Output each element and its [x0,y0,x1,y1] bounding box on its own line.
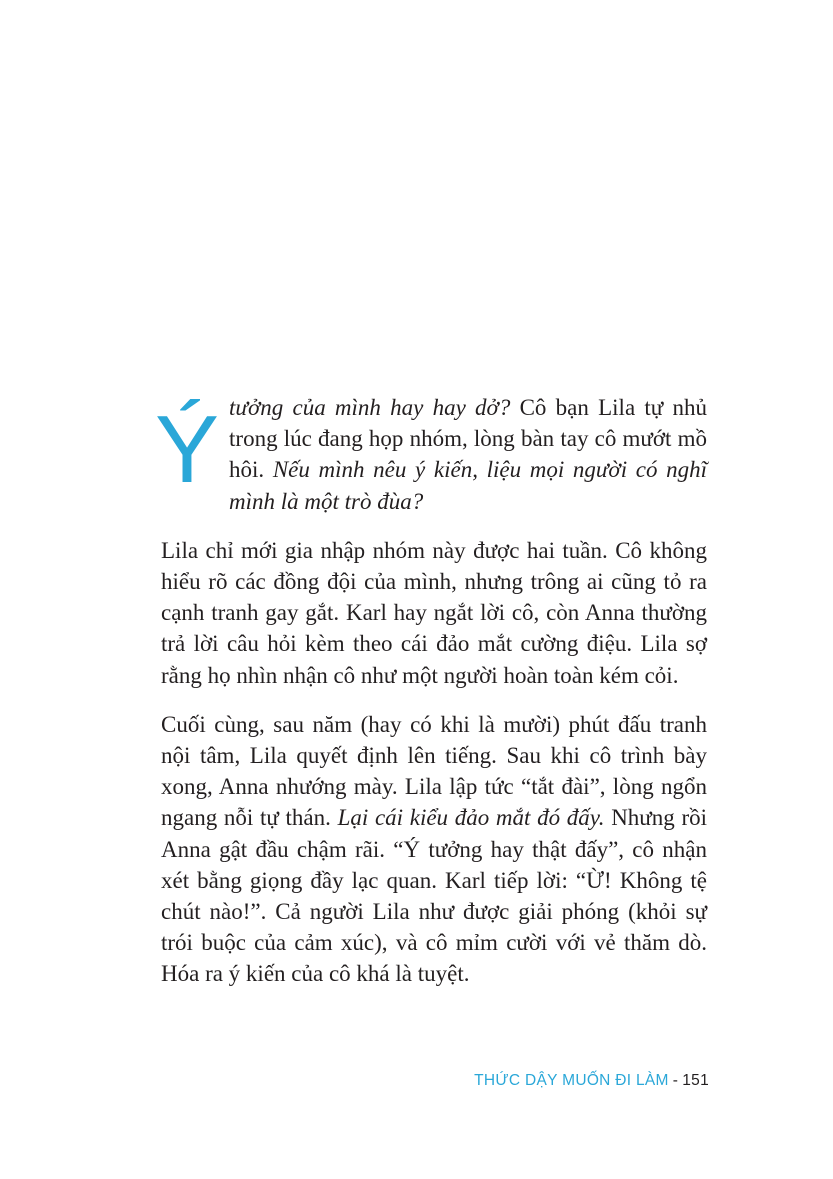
footer-separator: - [672,1072,679,1089]
opening-text: Cô bạn Lila tự nhủ trong lúc đang họp nhóm, lòng bàn tay cô mướt mồ hôi. [229,395,707,483]
page-number: 151 [682,1072,709,1089]
paragraph-3-italic: Lại cái kiểu đảo mắt đó đấy. [337,805,605,831]
paragraph-3-text-2: Nhưng rồi Anna gật đầu chậm rãi. “Ý tưởng hay thật đấy”, cô nhận xét bằng giọng đầy lạc quan. Karl tiếp lời: “Ừ! Không tệ chút nào!”. Cả người Lila như được giải phóng (khỏi sự trói buộc của cảm xúc), và cô mỉm cười với vẻ thăm dò. Hóa ra ý kiến của cô khá là tuyệt. [161,805,708,987]
opening-italic-question: tưởng của mình hay hay dở? [229,395,511,420]
paragraph-3 [161,709,707,990]
paragraph-3-text-1: Cuối cùng, sau năm (hay có khi là mười) phút đấu tranh nội tâm, Lila quyết định lên tiếng. Sau khi cô trình bày xong, Anna nhướng mày. Lila lập tức “tắt đài”, lòng ngổn ngang nỗi tự thán. [161,711,707,831]
paragraph-2-text: Lila chỉ mới gia nhập nhóm này được hai tuần. Cô không hiểu rõ các đồng đội của mình, nhưng trông ai cũng tỏ ra cạnh tranh gay gắt. Karl hay ngắt lời cô, còn Anna thường trả lời câu hỏi kèm theo cái đảo mắt cường điệu. Lila sợ rằng họ nhìn nhận cô như một người hoàn toàn kém cỏi. [161,537,707,688]
paragraph-2 [161,535,707,691]
chapter-body [155,392,708,990]
page-footer [474,1072,709,1090]
footer-book-title: THỨC DẬY MUỐN ĐI LÀM [474,1072,669,1089]
opening-italic-thought: Nếu mình nêu ý kiến, liệu mọi người có nghĩ mình là một trò đùa? [229,457,707,514]
drop-cap: Ý [155,396,220,503]
opening-paragraph [155,392,707,517]
